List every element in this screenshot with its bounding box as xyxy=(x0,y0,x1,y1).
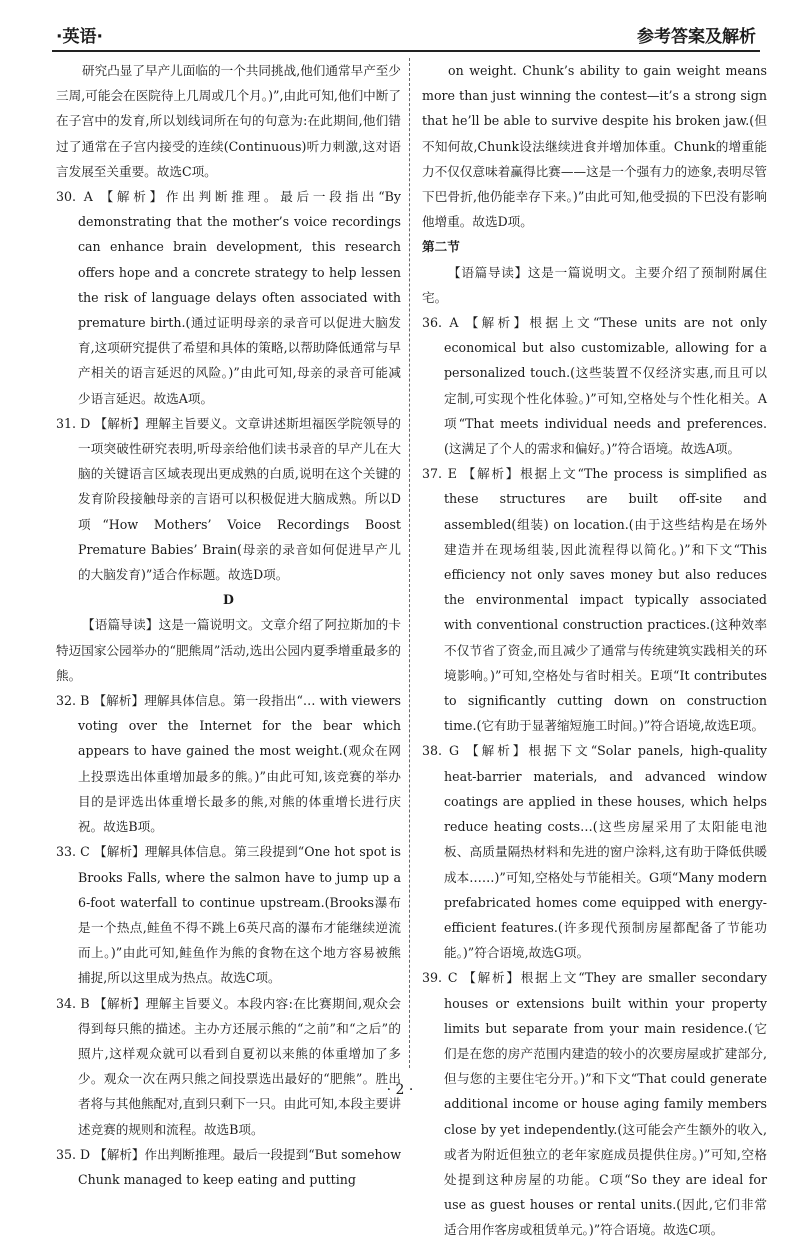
passage-intro-d: 【语篇导读】这是一篇说明文。文章介绍了阿拉斯加的卡特迈国家公园举办的“肥熊周”活动,选出公园内夏季增重最多的熊。 xyxy=(56,617,401,683)
section-2-heading: 第二节 xyxy=(422,239,460,255)
right-column xyxy=(422,58,767,1243)
answer-33: 33. C 【解析】理解具体信息。第三段提到“One hot spot is Brooks Falls, where the salmon have to jump up a 6-foot waterfall to continue upstream.(Brooks瀑布是一个热点,鲑鱼不得不跳上6英尺高的瀑布才能继续逆流而上。)”由此可知,鲑鱼作为熊的食物在这个地方容易被熊捕捉,所以这里成为热点。故选C项。 xyxy=(56,844,401,986)
answer-39: 39. C 【解析】根据上文“They are smaller secondary houses or extensions built within your property limits but separate from your main residence.(它们是在您的房产范围内建造的较小的次要房屋或扩建部分,但与您的主要住宅分开。)”和下文“That could generate additional income or house aging family members close by yet independently.(这可能会产生额外的收入,或者为附近但独立的老年家庭成员提供住房。)”可知,空格处提到这种房屋的功能。C项“So they are ideal for use as guest houses or rental units.(因此,它们非常适合用作客房或租赁单元。)”符合语境。故选C项。 xyxy=(422,970,767,1238)
page-header xyxy=(52,12,760,52)
subject-label: ·英语· xyxy=(56,27,103,47)
answer-30: 30. A 【解析】作出判断推理。最后一段指出“By demonstrating that the mother’s voice recordings can enhance brain development, this research offers hope and a concrete strategy to help lessen the risk of language delays often associated with premature birth.(通过证明母亲的录音可以促进大脑发育,这项研究提供了希望和具体的策略,以帮助降低通常与早产相关的语言延迟的风险。)”由此可知,母亲的录音可能减少语言延迟。故选A项。 xyxy=(56,189,401,406)
continued-paragraph: 研究凸显了早产儿面临的一个共同挑战,他们通常早产至少三周,可能会在医院待上几周或几个月。)”,由此可知,他们中断了在子宫中的发育,所以划线词所在句的句意为:在此期间,他们错过了通常在子宫内接受的连续(Continuous)听力刺激,这对语言发展至关重要。故选C项。 xyxy=(56,63,401,179)
answer-34: 34. B 【解析】理解主旨要义。本段内容:在比赛期间,观众会得到每只熊的描述。主办方还展示熊的“之前”和“之后”的照片,这样观众就可以看到自夏初以来熊的体重增加了多少。观众一次在两只熊之间投票选出最好的“肥熊”。胜出者将与其他熊配对,直到只剩下一只。由此可知,本段主要讲述竞赛的规则和流程。故选B项。 xyxy=(56,995,401,1137)
header-title: 参考答案及解析 xyxy=(637,27,756,47)
answer-37: 37. E 【解析】根据上文“The process is simplified as these structures are built off-site and assembled(组装) on location.(由于这些结构是在场外建造并在现场组装,因此流程得以简化。)”和下文“This efficiency not only saves money but also reduces the environmental impact typically associated with conventional construction practices.(这种效率不仅节省了资金,而且减少了通常与传统建筑实践相关的环境影响。)”可知,空格处与省时相关。E项“It contributes to significantly cutting down on construction time.(它有助于显著缩短施工时间。)”符合语境,故选E项。 xyxy=(422,466,767,734)
answer-38: 38. G 【解析】根据下文“Solar panels, high-quality heat-barrier materials, and advanced window coatings are applied in these houses, which helps reduce heating costs…(这些房屋采用了太阳能电池板、高质量隔热材料和先进的窗户涂料,这有助于降低供暖成本……)”可知,空格处与节能相关。G项“Many modern prefabricated homes come equipped with energy-efficient features.(许多现代预制房屋都配备了节能功能。)”符合语境,故选G项。 xyxy=(422,743,767,961)
content-columns xyxy=(52,58,767,1238)
answer-31: 31. D 【解析】理解主旨要义。文章讲述斯坦福医学院领导的一项突破性研究表明,听母亲给他们读书录音的早产儿在大脑的关键语言区域表现出更成熟的白质,说明在这个关键的发育阶段接触母亲的言语可以积极促进大脑成熟。所以D项“How Mothers’ Voice Recordings Boost Premature Babies’ Brain(母亲的录音如何促进早产儿的大脑发育)”适合作标题。故选D项。 xyxy=(56,415,401,583)
answer-32: 32. B 【解析】理解具体信息。第一段指出“… with viewers voting over the Internet for the bear which appears to have gained the most weight.(观众在网上投票选出体重增加最多的熊。)”由此可知,该竞赛的举办目的是评选出体重增长最多的熊,对熊的体重增长进行庆祝。故选B项。 xyxy=(56,693,401,835)
answer-35: 35. D 【解析】作出判断推理。最后一段提到“But somehow Chunk managed to keep eating and putting xyxy=(56,1146,402,1187)
left-column xyxy=(56,58,401,1192)
section-d-heading: D xyxy=(223,592,234,608)
column-divider xyxy=(409,58,410,1068)
answer-36: 36. A 【解析】根据上文“These units are not only economical but also customizable, allowing for a personalized touch.(这些装置不仅经济实惠,而且可以定制,可实现个性化体验。)”可知,空格处与个性化相关。A项“That meets individual needs and preferences.(这满足了个人的需求和偏好。)”符合语境。故选A项。 xyxy=(422,315,767,457)
page-number: · 2 · xyxy=(386,1082,414,1098)
continued-paragraph-right: on weight. Chunk’s ability to gain weight means more than just winning the contest—it’s a strong sign that he’ll be able to survive despite his broken jaw.(但不知何故,Chunk设法继续进食并增加体重。Chunk的增重能力不仅仅意味着赢得比赛——这是一个强有力的迹象,表明尽管下巴骨折,他仍能幸存下来。)”由此可知,他受损的下巴没有影响他增重。故选D项。 xyxy=(422,63,767,230)
passage-intro-2: 【语篇导读】这是一篇说明文。主要介绍了预制附属住宅。 xyxy=(422,264,767,305)
